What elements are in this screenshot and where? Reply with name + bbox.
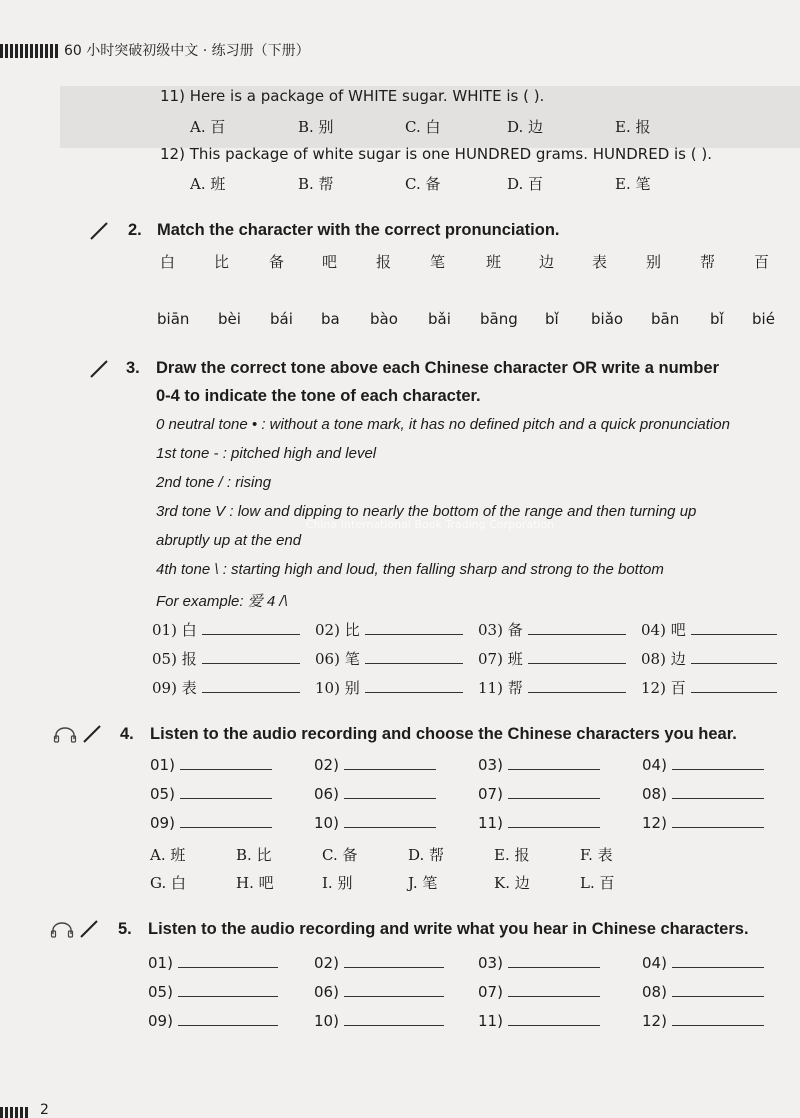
choice-option: C. 备 (322, 846, 358, 864)
pinyin: bào (370, 310, 398, 328)
exercise-2-number: 2. (128, 221, 142, 239)
choice-option: E. 报 (494, 846, 530, 864)
page-number: 2 (40, 1102, 49, 1118)
tone-item: 04) 吧 (641, 619, 777, 640)
answer-blank[interactable] (672, 827, 764, 828)
answer-blank[interactable] (508, 798, 600, 799)
answer-blank[interactable] (691, 663, 777, 664)
answer-blank[interactable] (365, 663, 463, 664)
answer-blank[interactable] (508, 996, 600, 997)
character: 百 (754, 253, 770, 271)
question-11-text: 11) Here is a package of WHITE sugar. WHITE is ( ). (160, 87, 545, 105)
pinyin: bān (651, 310, 680, 328)
answer-blank[interactable] (508, 967, 600, 968)
exercise-3-title-line-1: Draw the correct tone above each Chinese character OR write a number (156, 359, 720, 377)
answer-blank[interactable] (508, 827, 600, 828)
question-12-text: 12) This package of white sugar is one HUNDRED grams. HUNDRED is ( ). (160, 145, 712, 163)
answer-blank[interactable] (672, 798, 764, 799)
answer-blank[interactable] (180, 798, 272, 799)
answer-blank[interactable] (528, 634, 626, 635)
answer-blank[interactable] (528, 692, 626, 693)
watermark: China International Book Trading Corporation (305, 518, 555, 531)
q12-option: E. 笔 (615, 175, 651, 193)
dictation-item: 02) (314, 954, 444, 972)
q11-option: B. 别 (298, 118, 334, 136)
dictation-item: 05) (148, 983, 278, 1001)
headphones-icon (49, 922, 75, 938)
answer-blank[interactable] (672, 996, 764, 997)
tone-item: 01) 白 (152, 619, 300, 640)
choice-option: L. 百 (580, 874, 615, 892)
character: 比 (214, 253, 230, 271)
answer-blank[interactable] (178, 967, 278, 968)
dictation-item: 08) (642, 983, 764, 1001)
answer-blank[interactable] (344, 827, 436, 828)
tone-item: 05) 报 (152, 648, 300, 669)
answer-blank[interactable] (180, 769, 272, 770)
answer-blank[interactable] (202, 634, 300, 635)
answer-blank[interactable] (528, 663, 626, 664)
dictation-item: 12) (642, 1012, 764, 1030)
exercise-4-title: Listen to the audio recording and choose the Chinese characters you hear. (150, 725, 737, 743)
pencil-icon (88, 220, 110, 242)
pinyin: biān (157, 310, 190, 328)
listen-item: 08) (642, 785, 764, 803)
pencil-icon (78, 918, 100, 940)
character: 边 (539, 253, 555, 271)
listen-item: 09) (150, 814, 272, 832)
choice-option: G. 白 (150, 874, 186, 892)
q11-option: D. 边 (507, 118, 544, 136)
pinyin: ba (321, 310, 340, 328)
tone-item: 12) 百 (641, 677, 777, 698)
choice-option: K. 边 (494, 874, 530, 892)
dictation-item: 01) (148, 954, 278, 972)
tone-item: 10) 别 (315, 677, 463, 698)
header-bar-decoration (0, 44, 58, 58)
tone-description: 3rd tone V : low and dipping to nearly the bottom of the range and then turning up (156, 503, 697, 520)
answer-blank[interactable] (178, 1025, 278, 1026)
exercise-5-title: Listen to the audio recording and write what you hear in Chinese characters. (148, 920, 749, 938)
character: 报 (376, 253, 392, 271)
listen-item: 06) (314, 785, 436, 803)
dictation-item: 09) (148, 1012, 278, 1030)
character: 白 (160, 253, 176, 271)
answer-blank[interactable] (365, 634, 463, 635)
q12-option: B. 帮 (298, 175, 334, 193)
answer-blank[interactable] (344, 967, 444, 968)
answer-blank[interactable] (672, 967, 764, 968)
character: 班 (486, 253, 502, 271)
character: 别 (646, 253, 662, 271)
choice-option: D. 帮 (408, 846, 445, 864)
answer-blank[interactable] (344, 1025, 444, 1026)
listen-item: 03) (478, 756, 600, 774)
exercise-3-number: 3. (126, 359, 140, 377)
footer-bar-decoration (0, 1107, 30, 1118)
page-header-title: 60 小时突破初级中文 · 练习册（下册） (64, 43, 310, 59)
pinyin: bāng (480, 310, 518, 328)
tone-item: 06) 笔 (315, 648, 463, 669)
character: 笔 (430, 253, 446, 271)
tone-item: 08) 边 (641, 648, 777, 669)
choice-option: A. 班 (150, 846, 186, 864)
q11-option: A. 百 (190, 118, 226, 136)
dictation-item: 04) (642, 954, 764, 972)
dictation-item: 03) (478, 954, 600, 972)
tone-description: abruptly up at the end (156, 532, 302, 549)
answer-blank[interactable] (672, 1025, 764, 1026)
listen-item: 02) (314, 756, 436, 774)
tone-item: 09) 表 (152, 677, 300, 698)
listen-item: 07) (478, 785, 600, 803)
exercise-5-number: 5. (118, 920, 132, 938)
q11-option: C. 白 (405, 118, 441, 136)
answer-blank[interactable] (691, 634, 777, 635)
answer-blank[interactable] (180, 827, 272, 828)
dictation-item: 10) (314, 1012, 444, 1030)
choice-option: J. 笔 (408, 874, 438, 892)
pinyin: biǎo (591, 310, 624, 328)
choice-option: B. 比 (236, 846, 272, 864)
character: 吧 (322, 253, 338, 271)
exercise-3-title-line-2: 0-4 to indicate the tone of each character. (156, 387, 481, 405)
q11-option: E. 报 (615, 118, 651, 136)
pencil-icon (81, 723, 103, 745)
pinyin: bǐ (710, 310, 724, 328)
character: 表 (592, 253, 608, 271)
q12-option: A. 班 (190, 175, 226, 193)
tone-example: For example: 爱 4 /\ (156, 593, 288, 610)
pinyin: bié (752, 310, 775, 328)
character: 帮 (700, 253, 716, 271)
tone-description: 2nd tone / : rising (156, 474, 272, 491)
answer-blank[interactable] (365, 692, 463, 693)
character: 备 (269, 253, 285, 271)
q12-option: D. 百 (507, 175, 544, 193)
answer-blank[interactable] (178, 996, 278, 997)
listen-item: 11) (478, 814, 600, 832)
pinyin: bèi (218, 310, 241, 328)
answer-blank[interactable] (344, 769, 436, 770)
answer-blank[interactable] (672, 769, 764, 770)
listen-item: 04) (642, 756, 764, 774)
listen-item: 10) (314, 814, 436, 832)
answer-blank[interactable] (691, 692, 777, 693)
tone-description: 4th tone \ : starting high and loud, then falling sharp and strong to the bottom (156, 561, 664, 578)
dictation-item: 06) (314, 983, 444, 1001)
choice-option: H. 吧 (236, 874, 274, 892)
choice-option: I. 别 (322, 874, 353, 892)
listen-item: 05) (150, 785, 272, 803)
exercise-4-number: 4. (120, 725, 134, 743)
pencil-icon (88, 358, 110, 380)
answer-blank[interactable] (202, 692, 300, 693)
q12-option: C. 备 (405, 175, 441, 193)
tone-description: 1st tone - : pitched high and level (156, 445, 377, 462)
answer-blank[interactable] (508, 769, 600, 770)
pinyin: bǐ (545, 310, 559, 328)
tone-item: 02) 比 (315, 619, 463, 640)
dictation-item: 07) (478, 983, 600, 1001)
listen-item: 12) (642, 814, 764, 832)
exercise-2-title: Match the character with the correct pronunciation. (157, 221, 560, 239)
answer-blank[interactable] (344, 996, 444, 997)
answer-blank[interactable] (344, 798, 436, 799)
pinyin: bái (270, 310, 293, 328)
tone-item: 11) 帮 (478, 677, 626, 698)
tone-item: 03) 备 (478, 619, 626, 640)
pinyin: bǎi (428, 310, 451, 328)
answer-blank[interactable] (508, 1025, 600, 1026)
choice-option: F. 表 (580, 846, 613, 864)
dictation-item: 11) (478, 1012, 600, 1030)
headphones-icon (52, 727, 78, 743)
listen-item: 01) (150, 756, 272, 774)
answer-blank[interactable] (202, 663, 300, 664)
tone-item: 07) 班 (478, 648, 626, 669)
tone-description: 0 neutral tone • : without a tone mark, it has no defined pitch and a quick pronunciation (156, 416, 730, 433)
